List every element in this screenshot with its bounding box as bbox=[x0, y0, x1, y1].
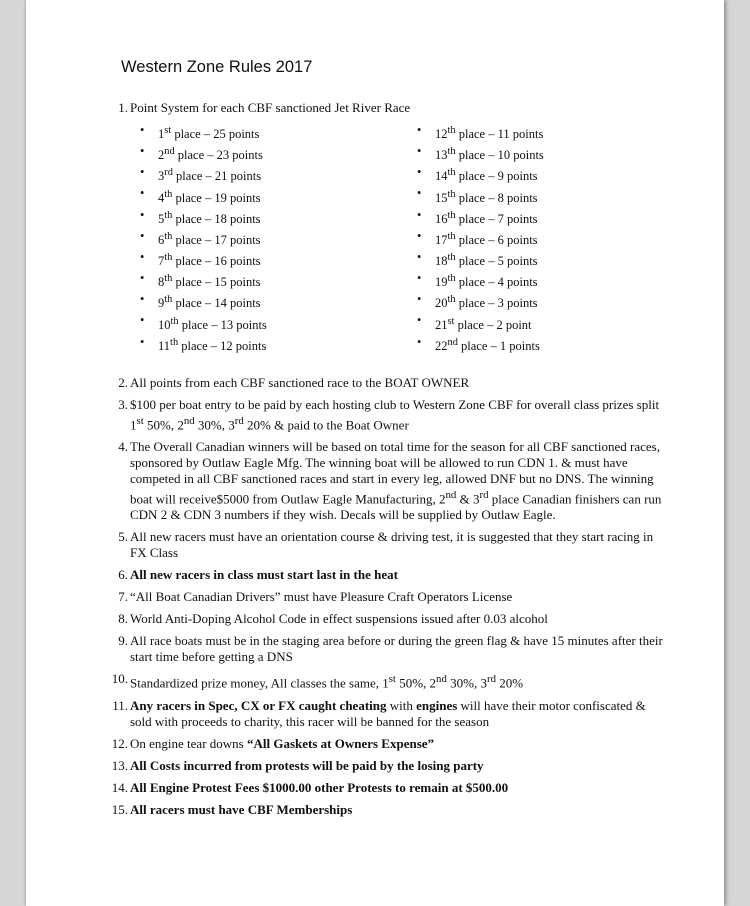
points-list-item bbox=[417, 270, 544, 291]
bullet-icon: • bbox=[140, 228, 145, 243]
points-text: 14th place – 9 points bbox=[435, 167, 538, 184]
bullet-icon: • bbox=[140, 249, 145, 264]
points-list-item bbox=[417, 228, 544, 249]
bullet-icon: • bbox=[417, 144, 422, 159]
rule-item bbox=[106, 439, 666, 523]
bullet-icon: • bbox=[140, 292, 145, 307]
rule-number: 12. bbox=[111, 735, 128, 751]
points-list-item bbox=[417, 312, 544, 333]
rule-number: 6. bbox=[118, 567, 128, 583]
rule-text: $100 per boat entry to be paid by each hosting club to Western Zone CBF for overall class prizes split 1st 50%, 2nd 30%, 3rd 20% & paid to the Boat Owner bbox=[130, 396, 660, 433]
rule-number: 1. bbox=[118, 100, 128, 115]
points-list-item bbox=[417, 122, 544, 143]
points-list-item bbox=[417, 143, 544, 164]
points-text: 13th place – 10 points bbox=[435, 146, 544, 163]
rule-number: 15. bbox=[111, 801, 128, 817]
bullet-icon: • bbox=[140, 334, 145, 349]
rule-text: All points from each CBF sanctioned race to the BOAT OWNER bbox=[130, 374, 470, 390]
points-text: 22nd place – 1 points bbox=[435, 336, 540, 353]
points-list-item bbox=[140, 312, 417, 333]
points-list-item bbox=[140, 185, 417, 206]
bullet-icon: • bbox=[140, 313, 145, 328]
rule-item bbox=[106, 671, 666, 691]
document-title: Western Zone Rules 2017 bbox=[121, 58, 313, 76]
bullet-icon: • bbox=[417, 186, 422, 201]
rule-item bbox=[106, 736, 666, 752]
document-page bbox=[26, 0, 724, 906]
points-text: 18th place – 5 points bbox=[435, 251, 538, 269]
bullet-icon: • bbox=[417, 271, 422, 286]
points-column bbox=[140, 122, 417, 355]
rule-number: 10. bbox=[111, 671, 128, 687]
points-text: 1st place – 25 points bbox=[158, 125, 260, 142]
rule-item bbox=[106, 397, 666, 433]
rule-text: All new racers in class must start last in the heat bbox=[130, 567, 398, 583]
bullet-icon: • bbox=[140, 207, 145, 222]
bullet-icon: • bbox=[140, 165, 145, 180]
rules-list bbox=[106, 100, 666, 824]
rule-number: 11. bbox=[112, 697, 128, 713]
rule-item bbox=[106, 802, 666, 818]
bullet-icon: • bbox=[140, 123, 145, 137]
points-column bbox=[417, 122, 544, 355]
points-list-item bbox=[417, 291, 544, 312]
rule-text: Point System for each CBF sanctioned Jet River Race bbox=[130, 100, 411, 115]
bullet-icon: • bbox=[417, 334, 422, 349]
rule-item bbox=[106, 611, 666, 627]
rule-text: All racers must have CBF Memberships bbox=[130, 801, 353, 817]
rule-number: 8. bbox=[118, 611, 128, 627]
points-text: 17th place – 6 points bbox=[435, 230, 538, 247]
bullet-icon: • bbox=[417, 123, 422, 137]
points-list-item bbox=[140, 143, 417, 164]
bullet-icon: • bbox=[417, 228, 422, 243]
bullet-icon: • bbox=[417, 249, 422, 264]
rule-text: On engine tear downs “All Gaskets at Owners Expense” bbox=[130, 735, 435, 751]
rule-text: Any racers in Spec, CX or FX caught cheating with engines will have their motor confiscated & sold with proceeds to charity, this racer will be banned for the season bbox=[130, 697, 646, 729]
rule-number: 3. bbox=[118, 396, 128, 412]
points-table bbox=[140, 122, 666, 355]
rule-item bbox=[106, 567, 666, 583]
points-list-item bbox=[417, 207, 544, 228]
rule-item bbox=[106, 375, 666, 391]
rule-item bbox=[106, 758, 666, 774]
rule-number: 5. bbox=[118, 529, 128, 545]
points-text: 5th place – 18 points bbox=[158, 209, 261, 226]
bullet-icon: • bbox=[417, 313, 422, 328]
rule-text: The Overall Canadian winners will be based on total time for the season for all CBF sanctioned races, sponsored by Outlaw Eagle Mfg. The winning boat will be allowed to run CDN 1. & must have competed in all CBF sanctioned races and start in every leg, allowed DNF but no DNS. The winning boat will receive$5000 from Outlaw Eagle Manufacturing, 2nd & 3rd place Canadian finishers can run CDN 2 & CDN 3 numbers if they wish. Decals will be supplied by Outlaw Eagle. bbox=[130, 439, 662, 523]
rule-text: World Anti-Doping Alcohol Code in effect suspensions issued after 0.03 alcohol bbox=[130, 611, 548, 627]
rule-item bbox=[106, 589, 666, 605]
points-list-item bbox=[140, 207, 417, 228]
rule-text: “All Boat Canadian Drivers” must have Pleasure Craft Operators License bbox=[130, 589, 513, 605]
points-text: 10th place – 13 points bbox=[158, 315, 267, 332]
bullet-icon: • bbox=[140, 186, 145, 201]
points-text: 15th place – 8 points bbox=[435, 188, 538, 205]
rule-text: All Costs incurred from protests will be paid by the losing party bbox=[130, 757, 484, 773]
points-text: 19th place – 4 points bbox=[435, 273, 538, 290]
rule-number: 4. bbox=[118, 439, 128, 455]
bullet-icon: • bbox=[140, 271, 145, 286]
rule-number: 2. bbox=[118, 374, 128, 390]
rule-item bbox=[106, 633, 666, 665]
points-text: 8th place – 15 points bbox=[158, 273, 261, 290]
points-text: 11th place – 12 points bbox=[158, 336, 267, 353]
rule-text: All new racers must have an orientation course & driving test, it is suggested that they start racing in FX Class bbox=[130, 529, 654, 561]
points-text: 4th place – 19 points bbox=[158, 188, 261, 205]
bullet-icon: • bbox=[140, 144, 145, 159]
points-text: 3rd place – 21 points bbox=[158, 167, 262, 184]
points-text: 16th place – 7 points bbox=[435, 209, 538, 226]
points-list-item bbox=[140, 228, 417, 249]
bullet-icon: • bbox=[417, 165, 422, 180]
rule-text: All Engine Protest Fees $1000.00 other Protests to remain at $500.00 bbox=[130, 779, 509, 795]
points-text: 20th place – 3 points bbox=[435, 294, 538, 311]
rule-number: 13. bbox=[111, 757, 128, 773]
points-list-item bbox=[140, 164, 417, 185]
points-list-item bbox=[140, 122, 417, 143]
rule-number: 7. bbox=[118, 589, 128, 605]
rule-number: 14. bbox=[111, 779, 128, 795]
points-list-item bbox=[140, 334, 417, 355]
points-list-item bbox=[417, 164, 544, 185]
points-list-item bbox=[417, 249, 544, 270]
rule-text: All race boats must be in the staging area before or during the green flag & have 15 minutes after their start time before getting a DNS bbox=[130, 633, 663, 665]
bullet-icon: • bbox=[417, 207, 422, 222]
points-list-item bbox=[417, 334, 544, 355]
points-list-item bbox=[140, 270, 417, 291]
points-text: 9th place – 14 points bbox=[158, 294, 261, 311]
bullet-icon: • bbox=[417, 292, 422, 307]
points-list-item bbox=[140, 291, 417, 312]
points-text: 12th place – 11 points bbox=[435, 125, 544, 142]
rule-text: Standardized prize money, All classes the same, 1st 50%, 2nd 30%, 3rd 20% bbox=[130, 673, 524, 691]
rule-item bbox=[106, 780, 666, 796]
points-text: 7th place – 16 points bbox=[158, 251, 261, 269]
points-text: 2nd place – 23 points bbox=[158, 146, 263, 163]
rule-item bbox=[106, 529, 666, 561]
points-list-item bbox=[417, 185, 544, 206]
points-text: 21st place – 2 point bbox=[435, 315, 532, 332]
rule-item bbox=[106, 100, 666, 116]
rule-number: 9. bbox=[118, 633, 128, 649]
points-text: 6th place – 17 points bbox=[158, 230, 261, 247]
points-list-item bbox=[140, 249, 417, 270]
rule-item bbox=[106, 698, 666, 730]
